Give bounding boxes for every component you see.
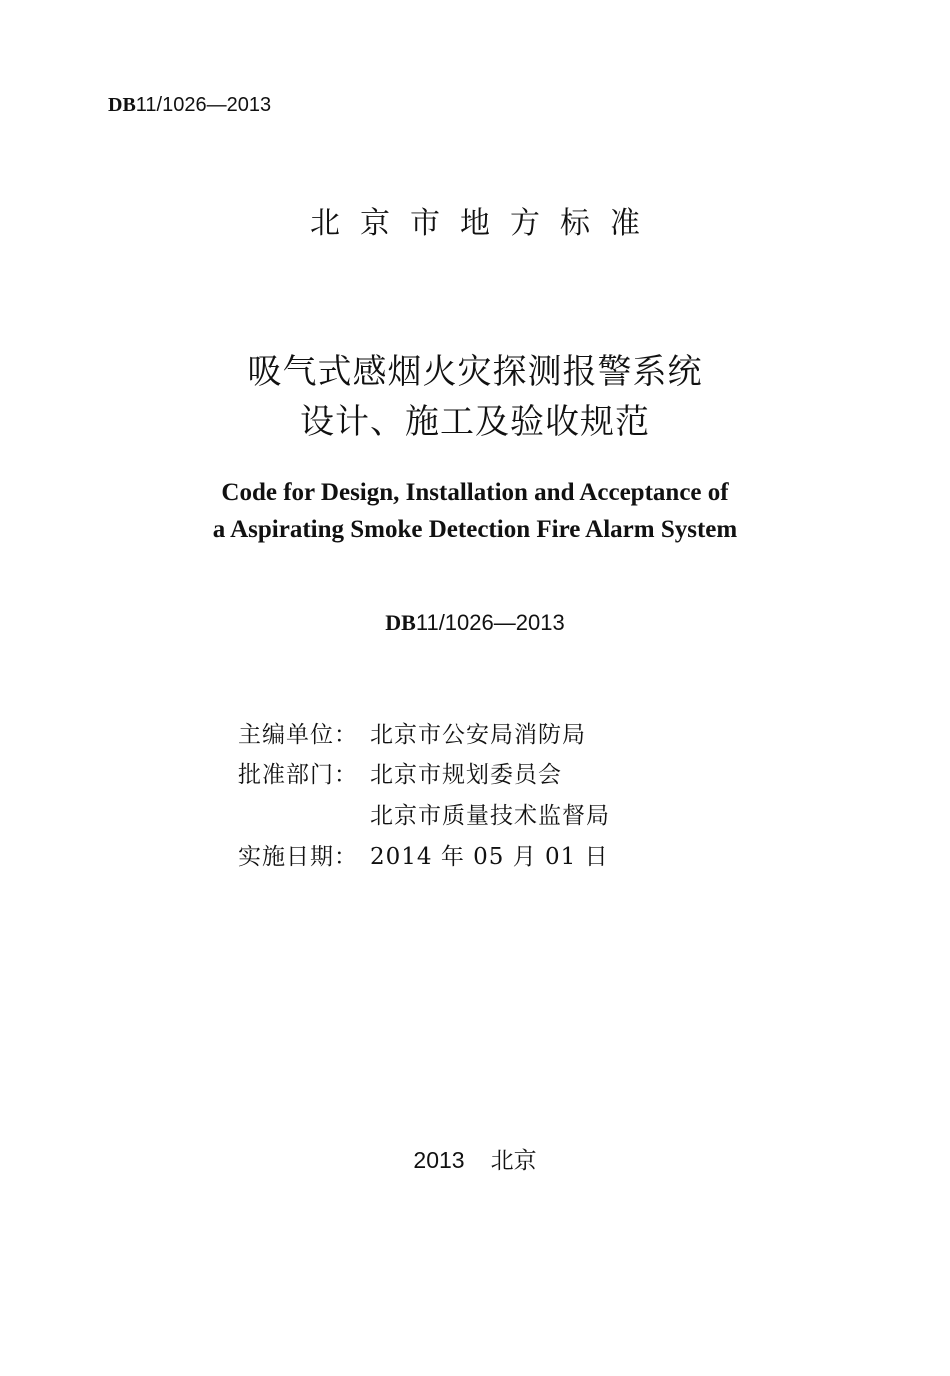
publication-city: 北京 <box>490 1148 537 1174</box>
info-approver-row-2 <box>238 800 610 832</box>
editor-label: 主编单位： <box>238 722 358 748</box>
editor-value: 北京市公安局消防局 <box>370 722 586 748</box>
standard-code-header <box>108 90 271 119</box>
code-prefix: DB <box>385 610 416 635</box>
info-approver-row <box>238 759 562 791</box>
standard-code-center <box>0 608 950 639</box>
info-editor-row <box>238 719 586 751</box>
approver-value-1: 北京市规划委员会 <box>370 762 562 788</box>
approver-label: 批准部门： <box>238 762 358 788</box>
title-en-line1: Code for Design, Installation and Acceptance of <box>221 479 729 506</box>
code-prefix: DB <box>108 94 136 116</box>
standard-type: 北京市地方标准 <box>310 206 660 241</box>
code-number: 11/1026—2013 <box>135 94 272 116</box>
approver-value-2: 北京市质量技术监督局 <box>370 803 610 829</box>
title-en-line2: a Aspirating Smoke Detection Fire Alarm System <box>212 516 738 543</box>
code-number: 11/1026—2013 <box>415 610 565 635</box>
effective-label: 实施日期： <box>238 844 358 870</box>
publication-year: 2013 <box>413 1147 465 1173</box>
title-cn-line2: 设计、施工及验收规范 <box>300 402 650 442</box>
publication-footer <box>0 1144 950 1177</box>
effective-value: 2014 年 05 月 01 日 <box>370 844 609 870</box>
title-cn-line1: 吸气式感烟火灾探测报警系统 <box>247 352 703 392</box>
info-effective-row <box>238 841 609 873</box>
